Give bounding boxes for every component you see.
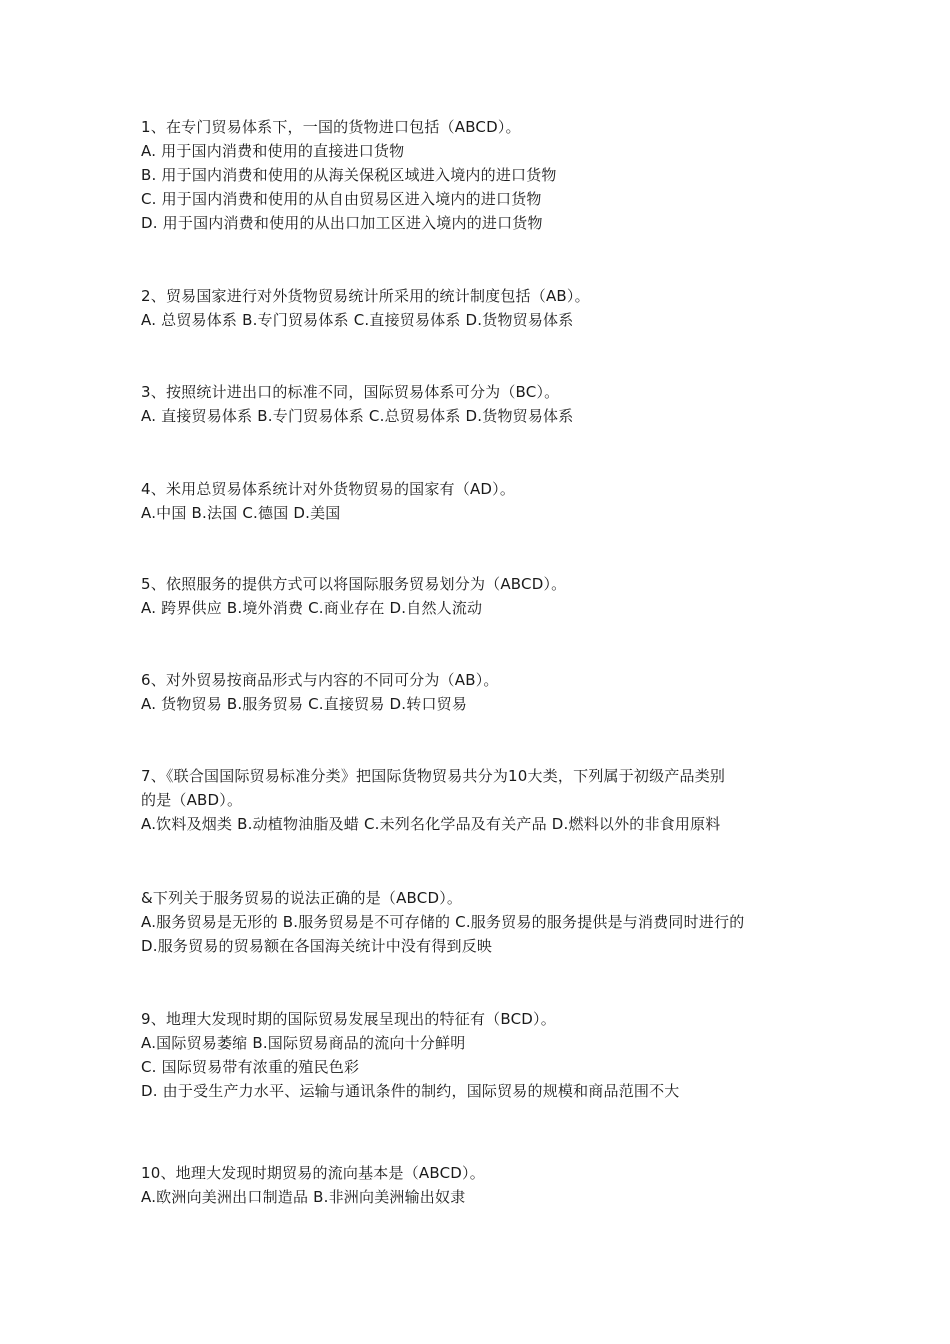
question-stem: 4、米用总贸易体系统计对外货物贸易的国家有（AD）。 bbox=[141, 480, 516, 498]
option-a: A. 用于国内消费和使用的直接进口货物 bbox=[141, 142, 405, 160]
options-line: A. 跨界供应 B.境外消费 C.商业存在 D.自然人流动 bbox=[141, 599, 483, 617]
question-6 bbox=[141, 668, 821, 716]
option-c: C. 国际贸易带有浓重的殖民色彩 bbox=[141, 1058, 360, 1076]
options-line: A.服务贸易是无形的 B.服务贸易是不可存储的 C.服务贸易的服务提供是与消费同时进行的 bbox=[141, 913, 745, 931]
options-line: A.中国 B.法国 C.德国 D.美国 bbox=[141, 504, 341, 522]
options-line: D.服务贸易的贸易额在各国海关统计中没有得到反映 bbox=[141, 937, 493, 955]
option-d: D. 用于国内消费和使用的从出口加工区进入境内的进口货物 bbox=[141, 214, 543, 232]
question-5 bbox=[141, 572, 821, 620]
question-3 bbox=[141, 380, 821, 428]
question-stem: 5、依照服务的提供方式可以将国际服务贸易划分为（ABCD）。 bbox=[141, 575, 567, 593]
question-stem: 9、地理大发现时期的国际贸易发展呈现出的特征有（BCD）。 bbox=[141, 1010, 556, 1028]
question-stem: 2、贸易国家进行对外货物贸易统计所采用的统计制度包括（AB）。 bbox=[141, 287, 590, 305]
question-9 bbox=[141, 1007, 821, 1103]
option-d: D. 由于受生产力水平、运输与通讯条件的制约，国际贸易的规模和商品范围不大 bbox=[141, 1082, 680, 1100]
options-line: A.欧洲向美洲出口制造品 B.非洲向美洲输出奴隶 bbox=[141, 1188, 466, 1206]
question-stem: 1、在专门贸易体系下，一国的货物进口包括（ABCD）。 bbox=[141, 118, 521, 136]
question-stem: &下列关于服务贸易的说法正确的是（ABCD）。 bbox=[141, 889, 463, 907]
options-line: A. 直接贸易体系 B.专门贸易体系 C.总贸易体系 D.货物贸易体系 bbox=[141, 407, 574, 425]
question-stem: 10、地理大发现时期贸易的流向基本是（ABCD）。 bbox=[141, 1164, 485, 1182]
question-4 bbox=[141, 477, 821, 525]
question-8 bbox=[141, 886, 821, 958]
options-line: A. 货物贸易 B.服务贸易 C.直接贸易 D.转口贸易 bbox=[141, 695, 468, 713]
question-stem: 7、《联合国国际贸易标准分类》把国际货物贸易共分为10大类，下列属于初级产品类别 bbox=[141, 767, 726, 785]
question-1 bbox=[141, 115, 821, 235]
options-line: A.国际贸易萎缩 B.国际贸易商品的流向十分鲜明 bbox=[141, 1034, 466, 1052]
option-c: C. 用于国内消费和使用的从自由贸易区进入境内的进口货物 bbox=[141, 190, 542, 208]
options-line: A. 总贸易体系 B.专门贸易体系 C.直接贸易体系 D.货物贸易体系 bbox=[141, 311, 574, 329]
option-b: B. 用于国内消费和使用的从海关保税区域进入境内的进口货物 bbox=[141, 166, 557, 184]
options-line: A.饮料及烟类 B.动植物油脂及蜡 C.未列名化学品及有关产品 D.燃料以外的非食用原料 bbox=[141, 815, 721, 833]
question-7 bbox=[141, 764, 821, 836]
question-2 bbox=[141, 284, 821, 332]
question-stem: 6、对外贸易按商品形式与内容的不同可分为（AB）。 bbox=[141, 671, 499, 689]
question-stem-continued: 的是（ABD）。 bbox=[141, 791, 243, 809]
question-10 bbox=[141, 1161, 821, 1209]
question-stem: 3、按照统计进出口的标准不同，国际贸易体系可分为（BC）。 bbox=[141, 383, 560, 401]
